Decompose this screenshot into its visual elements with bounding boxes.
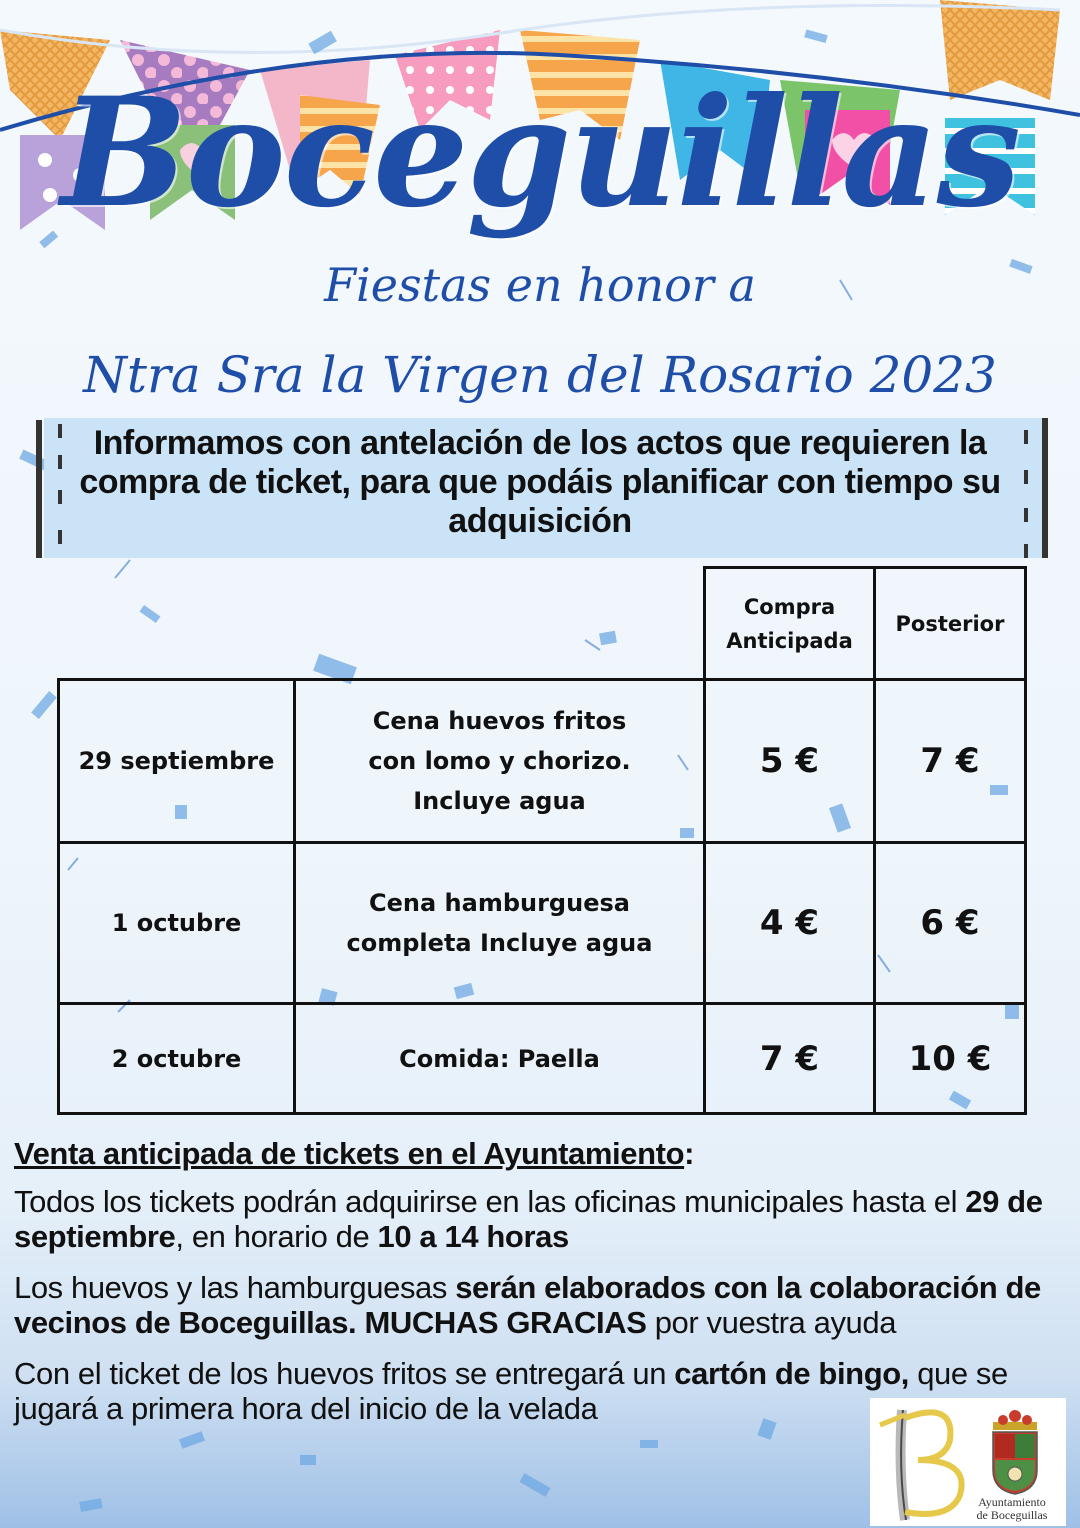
sales-p1-text-2: , en horario de <box>175 1219 378 1254</box>
row-date: 29 septiembre <box>59 680 295 843</box>
row-event: Cena hamburguesa completa Incluye agua <box>295 843 705 1004</box>
logo-caption-line1: Ayuntamiento <box>978 1495 1046 1509</box>
sales-heading-colon: : <box>684 1136 695 1171</box>
sales-p2-text-2: por vuestra ayuda <box>646 1305 897 1340</box>
sales-p3-text-2: que se jugará a primera hora del inicio de la velada <box>14 1356 1008 1426</box>
notice-text: Informamos con antelación de los actos que requieren la compra de ticket, para que podáis planificar con tiempo su adquisición <box>79 424 1001 540</box>
subtitle-virgin: Ntra Sra la Virgen del Rosario 2023 <box>83 346 997 404</box>
sales-p1-date: 29 de septiembre <box>14 1184 1043 1254</box>
subtitle-festival: Fiestas en honor a <box>324 258 756 312</box>
sales-heading: Venta anticipada de tickets en el Ayuntamiento <box>14 1136 685 1171</box>
header-advance-purchase: Compra Anticipada <box>705 568 875 680</box>
row-advance-price: 7 € <box>705 1004 875 1114</box>
sales-p3-text: Con el ticket de los huevos fritos se entregará un <box>14 1356 675 1391</box>
logo-caption-line2: de Boceguillas <box>976 1508 1048 1522</box>
sales-p2-text: Los huevos y las hamburguesas <box>14 1270 456 1305</box>
row-date: 1 octubre <box>59 843 295 1004</box>
coat-of-arms-icon <box>993 1410 1037 1494</box>
row-event: Cena huevos fritos con lomo y chorizo. Incluye agua <box>295 680 705 843</box>
row-date: 2 octubre <box>59 1004 295 1114</box>
sales-p1-hours: 10 a 14 horas <box>377 1219 569 1254</box>
sales-p2-highlight: serán elaborados con la colaboración de vecinos de Boceguillas. MUCHAS GRACIAS <box>14 1270 1041 1340</box>
logo-caption <box>962 1496 1062 1522</box>
row-event: Comida: Paella <box>295 1004 705 1114</box>
main-title: Boceguillas <box>60 65 1020 241</box>
sales-p3-bingo: cartón de bingo, <box>674 1356 909 1391</box>
row-advance-price: 5 € <box>705 680 875 843</box>
row-later-price: 10 € <box>875 1004 1026 1114</box>
row-later-price: 6 € <box>875 843 1026 1004</box>
row-advance-price: 4 € <box>705 843 875 1004</box>
header-later-purchase: Posterior <box>875 568 1026 680</box>
b-monogram-logo <box>880 1410 962 1520</box>
row-later-price: 7 € <box>875 680 1026 843</box>
sales-p1-text: Todos los tickets podrán adquirirse en las oficinas municipales hasta el <box>14 1184 966 1219</box>
